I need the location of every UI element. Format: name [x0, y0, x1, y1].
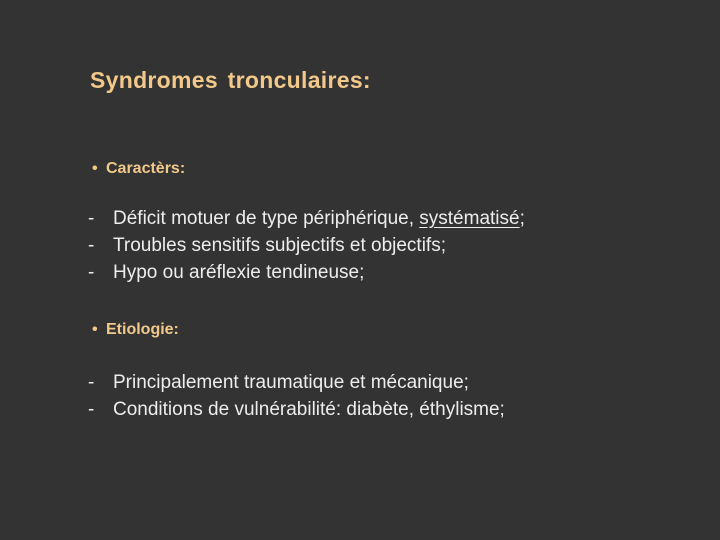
list-item-text: Hypo ou aréflexie tendineuse; [113, 262, 365, 283]
section-heading-label: Etiologie: [106, 321, 179, 338]
slide-title: Syndromes tronculaires: [90, 67, 371, 93]
list-item [88, 369, 505, 396]
list-item [88, 259, 525, 286]
list-item-text-end: ; [519, 208, 525, 229]
list-item-text: Troubles sensitifs subjectifs et objectifs; [113, 235, 446, 256]
dash-marker: - [88, 208, 95, 229]
list-item [88, 232, 525, 259]
bullet-icon: • [92, 160, 98, 177]
dash-marker: - [88, 372, 95, 393]
dash-marker: - [88, 235, 95, 256]
list-item-text: Principalement traumatique et mécanique; [113, 372, 469, 393]
list-item-text: Conditions de vulnérabilité: diabète, éthylisme; [113, 399, 505, 420]
underlined-word: systématisé [419, 208, 520, 229]
section-heading-caracters [92, 160, 185, 178]
section-heading-label: Caractèrs: [106, 160, 186, 177]
bullet-icon: • [92, 321, 98, 338]
list-item-text: Déficit motuer de type périphérique, [113, 208, 420, 229]
list-item [88, 396, 505, 423]
etiologie-list [88, 369, 505, 423]
dash-marker: - [88, 399, 95, 420]
dash-marker: - [88, 262, 95, 283]
section-heading-etiologie [92, 321, 179, 339]
list-item [88, 205, 525, 232]
caracters-list [88, 205, 525, 286]
